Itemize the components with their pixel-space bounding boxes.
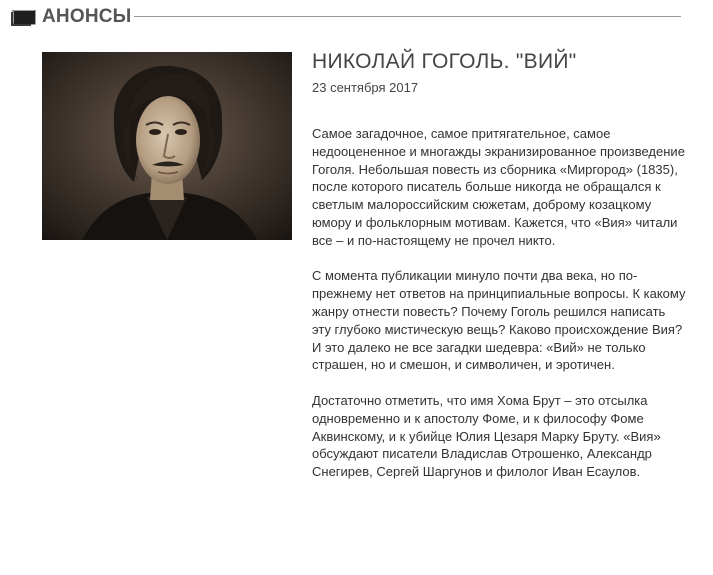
portrait-illustration [42,52,292,240]
folder-icon [11,10,37,26]
article-date: 23 сентября 2017 [312,80,419,95]
section-divider [134,16,681,17]
article-image[interactable] [42,52,292,240]
article-title[interactable]: НИКОЛАЙ ГОГОЛЬ. "ВИЙ" [312,50,577,73]
article-body [312,125,687,499]
section-title: АНОНСЫ [42,6,132,27]
article-paragraph: Самое загадочное, самое притягательное, самое недооцененное и многажды экранизированное произведение Гоголя. Небольшая повесть из сборника «Миргород» (1835), после которого писатель больше никогда не обращался к светлым малороссийским сюжетам, доброму козацкому юмору и фольклорным мотивам. Кажется, что «Вия» читали все – и по-настоящему не прочел никто. [312,126,685,248]
article-paragraph: Достаточно отметить, что имя Хома Брут – это отсылка одновременно и к апостолу Фоме, и к философу Фоме Аквинскому, и к убийце Юлия Цезаря Марку Бруту. «Вия» обсуждают писатели Владислав Отрошенко, Александр Снегирев, Сергей Шаргунов и филолог Иван Есаулов. [312,392,661,480]
article-paragraph: С момента публикации минуло почти два века, но по-прежнему нет ответов на принципиальные вопросы. К какому жанру отнести повесть? Почему Гоголь решился написать эту глубоко мистическую вещь? Каково происхождение Вия? И это далеко не все загадки шедевра: «Вий» не только страшен, но и смешон, и символичен, и эротичен. [312,268,686,373]
section-header [11,5,681,29]
